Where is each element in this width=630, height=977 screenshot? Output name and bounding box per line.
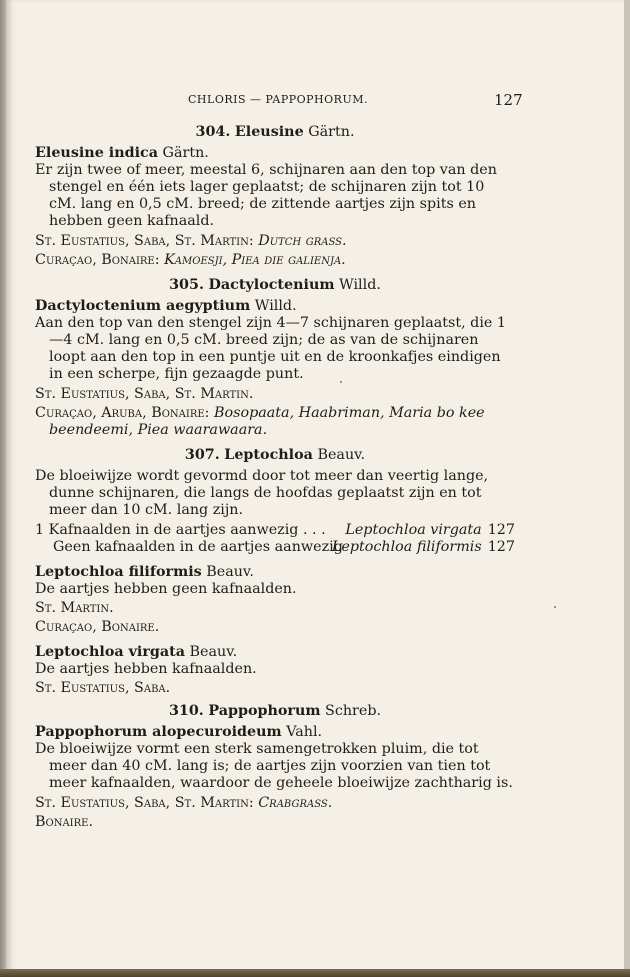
page-binding-edge bbox=[0, 0, 6, 977]
description-eleusine-indica: Er zijn twee of meer, meestal 6, schijnaren aan den top van den stengel en één iets lager geplaatst; de schijnaren zijn tot 10 cM. lang en 0,5 cM. breed; de zittende aartjes zijn spits en hebben geen kafnaald. bbox=[35, 162, 497, 229]
genus-heading-310: 310. Pappophorum Schreb. bbox=[168, 703, 382, 719]
page-number: 127 bbox=[494, 91, 523, 109]
genus-heading-307: 307. Leptochloa Beauv. bbox=[184, 447, 366, 463]
description-leptochloa-virgata: De aartjes hebben kafnaalden. bbox=[35, 661, 257, 677]
locality-line: Bonaire. bbox=[35, 814, 94, 830]
paper-speck bbox=[554, 606, 556, 608]
page-body bbox=[35, 120, 515, 831]
running-title: CHLORIS — PAPPOPHORUM. bbox=[188, 93, 368, 106]
description-leptochloa-filiformis: De aartjes hebben geen kafnaalden. bbox=[35, 581, 297, 597]
description-dactyloctenium-aegyptium: Aan den top van den stengel zijn 4—7 schijnaren geplaatst, die 1—4 cM. lang en 0,5 cM. breed zijn; de as van de schijnaren loopt aan den top in een puntje uit en de kroonkafjes eindigen in een scherpe, fijn gezaagde punt. bbox=[35, 315, 507, 382]
genus-heading-304: 304. Eleusine Gärtn. bbox=[195, 124, 355, 140]
species-dactyloctenium-aegyptium: Dactyloctenium aegyptium Willd. bbox=[35, 298, 297, 314]
locality-line: Curaçao, Bonaire. bbox=[35, 619, 160, 635]
genus-description-leptochloa: De bloeiwijze wordt gevormd door tot meer dan veertig lange, dunne schijnaren, die langs de hoofdas geplaatst zijn en tot meer dan 10 cM. lang zijn. bbox=[35, 468, 489, 518]
species-leptochloa-filiformis: Leptochloa filiformis Beauv. bbox=[35, 564, 254, 580]
description-pappophorum-alopecuroideum: De bloeiwijze vormt een sterk samengetrokken pluim, die tot meer dan 40 cM. lang is; de aartjes zijn voorzien van tien tot meer kafnaalden, waardoor de geheele bloeiwijze zachtharig is. bbox=[35, 741, 513, 791]
species-eleusine-indica: Eleusine indica Gärtn. bbox=[35, 145, 209, 161]
species-pappophorum-alopecuroideum: Pappophorum alopecuroideum Vahl. bbox=[35, 724, 323, 740]
locality-line: St. Eustatius, Saba, St. Martin: Dutch grass. bbox=[35, 233, 347, 249]
page-header bbox=[0, 93, 630, 109]
bottom-edge bbox=[0, 969, 630, 977]
identification-key-line: 1 Kafnaalden in de aartjes aanwezig . . . Leptochloa virgata 127 bbox=[35, 522, 515, 538]
genus-heading-305: 305. Dactyloctenium Willd. bbox=[169, 277, 381, 293]
locality-line: St. Martin. bbox=[35, 600, 114, 616]
paper-speck bbox=[340, 381, 342, 383]
locality-line: St. Eustatius, Saba, St. Martin. bbox=[35, 386, 254, 402]
locality-line: Curaçao, Bonaire: Kamoesji, Piea die galienja. bbox=[35, 252, 346, 268]
identification-key-line: Geen kafnaalden in de aartjes aanwezig Leptochloa filiformis 127 bbox=[53, 539, 515, 555]
locality-line: St. Eustatius, Saba, St. Martin: Crabgrass. bbox=[35, 795, 333, 811]
species-leptochloa-virgata: Leptochloa virgata Beauv. bbox=[35, 644, 238, 660]
locality-line: St. Eustatius, Saba. bbox=[35, 680, 171, 696]
locality-line: Curaçao, Aruba, Bonaire: Bosopaata, Haabriman, Maria bo kee beendeemi, Piea waarawaara. bbox=[35, 405, 485, 438]
